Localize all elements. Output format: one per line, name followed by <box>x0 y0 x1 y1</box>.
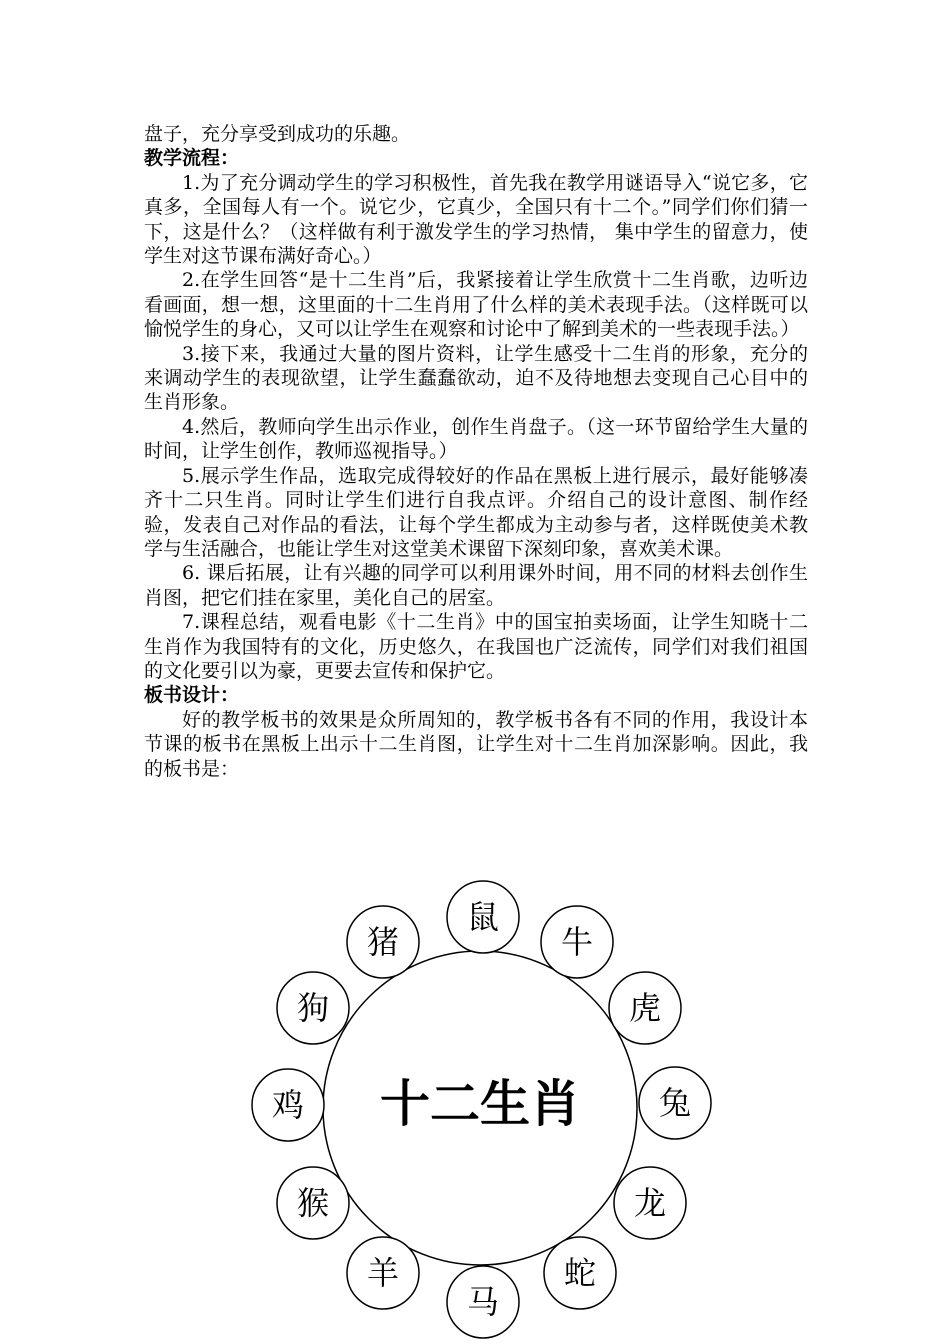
center-label: 十二生肖 <box>380 1074 580 1133</box>
animal-label: 鸡 <box>271 1086 304 1124</box>
animal-label: 鼠 <box>466 898 499 936</box>
animal-label: 龙 <box>633 1184 666 1222</box>
animal-label: 兔 <box>658 1084 691 1122</box>
step-3: 3.接下来，我通过大量的图片资料，让学生感受十二生肖的形象，充分的来调动学生的表现欲望，让学生蠢蠢欲动，迫不及待地想去变现自己心目中的生肖形象。 <box>144 342 808 414</box>
animal-label: 虎 <box>628 989 661 1027</box>
animal-label: 猴 <box>296 1184 329 1222</box>
intro-end-line: 盘子，充分享受到成功的乐趣。 <box>144 123 411 145</box>
step-7: 7.课程总结，观看电影《十二生肖》中的国宝拍卖场面，让学生知晓十二生肖作为我国特有的文化，历史悠久，在我国也广泛流传，同学们对我们祖国的文化要引以为豪，更要去宣传和保护它。 <box>144 611 808 682</box>
step-4: 4.然后，教师向学生出示作业，创作生肖盘子。（这一环节留给学生大量的时间，让学生创作，教师巡视指导。） <box>144 415 808 463</box>
step-6: 6. 课后拓展，让有兴趣的同学可以利用课外时间，用不同的材料去创作生肖图，把它们挂在家里，美化自己的居室。 <box>144 562 808 609</box>
animal-label: 猪 <box>366 923 399 961</box>
lesson-text <box>144 122 808 781</box>
heading-board-design: 板书设计： <box>144 684 240 707</box>
animal-label: 蛇 <box>563 1254 596 1292</box>
step-1: 1.为了充分调动学生的学习积极性，首先我在教学用谜语导入“说它多，它真多，全国每人有一个。说它少，它真少，全国只有十二个。”同学们你们猜一下，这是什么？（这样做有利于激发学生的学习热情， 集中学生的留意力，使学生对这节课布满好奇心。） <box>144 171 808 268</box>
heading-teaching-flow: 教学流程： <box>144 147 240 170</box>
step-5: 5.展示学生作品，选取完成得较好的作品在黑板上进行展示，最好能够凑齐十二只生肖。同时让学生们进行自我点评。介绍自己的设计意图、制作经验，发表自己对作品的看法，让每个学生都成为主动参与者，这样既使美术教学与生活融合，也能让学生对这堂美术课留下深刻印象，喜欢美术课。 <box>144 464 808 560</box>
animal-label: 马 <box>466 1283 499 1321</box>
zodiac-diagram <box>240 870 720 1344</box>
animal-label: 牛 <box>560 923 593 961</box>
step-2: 2.在学生回答“是十二生肖”后，我紧接着让学生欣赏十二生肖歌，边听边看画面，想一想，这里面的十二生肖用了什么样的美术表现手法。（这样既可以愉悦学生的身心，又可以让学生在观察和讨论中了解到美术的一些表现手法。） <box>144 269 808 341</box>
animal-label: 狗 <box>296 989 329 1027</box>
animal-label: 羊 <box>366 1254 399 1292</box>
board-design-text: 好的教学板书的效果是众所周知的，教学板书各有不同的作用，我设计本节课的板书在黑板上出示十二生肖图，让学生对十二生肖加深影响。因此，我的板书是： <box>144 708 808 780</box>
